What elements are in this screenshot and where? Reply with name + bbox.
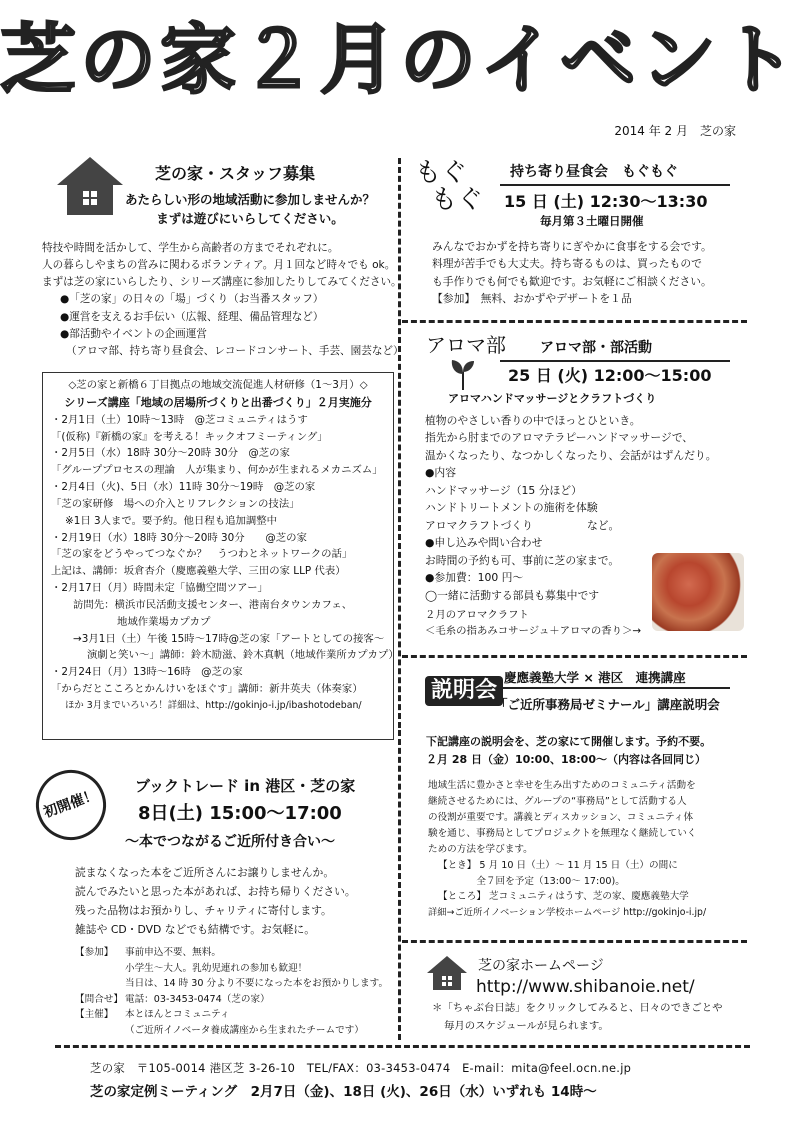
book-info-row: 小学生〜大人。乳幼児連れの参加も歓迎！: [125, 962, 308, 974]
book-heading: ブックトレード in 港区・芝の家: [135, 777, 356, 795]
mogu-body-line: みんなでおかずを持ち寄りにぎやかに食事をする会です。: [432, 240, 712, 253]
setsumei-body-line: 地域生活に豊かさと幸せを生み出すためのコミュニティ活動を: [428, 780, 696, 791]
staff-lead-1: あたらしい形の地域活動に参加しませんか？: [124, 192, 375, 207]
staff-body-line: 人の暮らしやまちの営みに関わるボランティア。月１回など時々でも ok。: [42, 259, 396, 272]
mogu-body-line: も手作りでも何でも歓迎です。お気軽にご相談ください。: [432, 274, 712, 288]
staff-body-line: まずは芝の家にいらしたり、シリーズ講座に参加したりしてみてください。: [42, 276, 402, 289]
book-info-row: 当日は、14 時 30 分より不要になった本をお預かりします。: [125, 978, 389, 990]
staff-item: ●運営を支えるお手伝い（広報、経理、備品管理など）: [60, 310, 324, 323]
series-line: →3月1日（土）午後 15時〜17時@芝の家「アートとしての接客〜: [73, 632, 385, 645]
aroma-craft-desc: ＜毛糸の指あみコサージュ＋アロマの香り＞→: [425, 624, 642, 637]
homepage-url[interactable]: http://www.shibanoie.net/: [476, 977, 695, 997]
mogu-body: [432, 238, 712, 308]
aroma-body-line: 指先から肘までのアロマテラピーハンドマッサージで、: [425, 431, 694, 445]
setsumei-body-line: 験を通じ、事務局としてプロジェクトを無理なく継続していく: [428, 827, 697, 839]
book-body: [75, 864, 356, 940]
aroma-body-line: ●内容: [425, 466, 457, 480]
book-info-row: （ご近所イノベータ養成講座から生まれたチームです）: [125, 1024, 364, 1036]
series-line: ・2月5日（水）18時 30分〜20時 30分 @芝の家: [51, 447, 290, 460]
corsage-photo: [652, 553, 744, 631]
book-body-line: 読まなくなった本をご近所さんにお譲りしませんか。: [75, 866, 335, 879]
staff-body-line: 特技や時間を活かして、学生から高齢者の方までそれぞれに。: [42, 242, 339, 254]
aroma-body-line: ハンドトリートメントの施術を体験: [425, 501, 598, 515]
book-tagline: 〜本でつながるご近所付き合い〜: [125, 834, 335, 850]
center-divider-lower: [398, 730, 401, 1040]
aroma-body-line: 植物のやさしい香りの中でほっとひといき。: [425, 414, 641, 427]
staff-item: ●「芝の家」の日々の「場」づくり（お当番スタッフ）: [60, 293, 324, 306]
mogu-time: 15 日 (土) 12:30〜13:30: [504, 192, 708, 211]
aroma-body-line: アロマクラフトづくり など。: [425, 518, 620, 532]
series-line: 「グループプロセスの理論 人が集まり、何かが生まれるメカニズム」: [51, 464, 383, 477]
staff-lead-2: まずは遊びにいらしてください。: [156, 211, 344, 226]
mogu-heading: 持ち寄り昼食会 もぐもぐ: [500, 162, 730, 186]
series-line: 地域作業場カプカプ: [117, 615, 211, 628]
series-line: ・2月4日（火)、5日（水）11時 30分〜19時 @芝の家: [51, 481, 316, 494]
setsumei-heading-2: 「ご近所事務局ゼミナール」講座説明会: [495, 697, 720, 712]
aroma-body-line: お時間の予約も可、事前に芝の家まで。: [425, 553, 620, 567]
aroma-sub: アロマハンドマッサージとクラフトづくり: [448, 392, 657, 405]
series-line: 「芝の家をどうやってつなぐか？ うつわとネットワークの話」: [51, 548, 353, 561]
series-box: [42, 372, 399, 740]
book-info-row: 【問合せ】 電話：03-3453-0474（芝の家）: [75, 993, 270, 1005]
book-body-line: 読んでみたいと思った本があれば、お持ち帰りください。: [75, 884, 356, 898]
aroma-body-line: ハンドマッサージ（15 分ほど）: [425, 483, 582, 497]
setsumei-body-line: 継続させるためには、グループの“事務局”として活動する人: [428, 795, 687, 807]
homepage-note: [432, 1000, 723, 1035]
aroma-body-line: 温かくなったり、なつかしくなったり、会話がはずんだり。: [425, 448, 717, 462]
book-info-row: 【主催】 本とほんとコミュニティ: [75, 1009, 230, 1021]
mogu-sub: 毎月第３土曜日開催: [540, 214, 644, 228]
footer-address: 芝の家 〒105-0014 港区芝 3-26-10 TEL/FAX：03-3453-0474 E-mail：mita@feel.ocn.ne.jp: [90, 1061, 632, 1075]
divider-bottom: [55, 1045, 750, 1048]
series-line: ・2月1日（土）10時〜13時 @芝コミュニティはうす: [51, 413, 308, 426]
divider-right-1: [402, 320, 747, 323]
staff-heading: 芝の家・スタッフ募集: [155, 164, 316, 183]
book-info: [75, 945, 388, 1038]
setsumei-body-line: 全７回を予定（13:00〜 17:00)。: [438, 875, 625, 887]
mogu-body-line: 【参加】 無料、おかずやデザートを１品: [432, 292, 632, 306]
homepage-heading: 芝の家ホームページ: [478, 958, 604, 974]
series-line: 「からだとこころとかんけいをほぐす」講師：新井英夫（体奏家）: [51, 683, 363, 696]
series-subtitle: シリーズ講座「地域の居場所づくりと出番づくり」２月実施分: [64, 395, 372, 409]
date-line: 2014 年 2 月 芝の家: [614, 124, 736, 138]
divider-right-2: [402, 655, 747, 658]
setsumei-body: [428, 778, 706, 921]
setsumei-body-line: の役割が重要です。講義とディスカッション、コミュニティ体: [428, 811, 694, 823]
divider-right-3: [402, 940, 747, 943]
setsumei-body-line: ための方法を学びます。: [428, 843, 533, 855]
series-line: 訪問先：横浜市民活動支援センター、港南台タウンカフェ、: [73, 598, 353, 611]
series-line: 「芝の家研修 場への介入とリフレクションの技法」: [51, 497, 300, 510]
series-line: ほか 3月までいろいろ！詳細は、http://gokinjo-i.jp/ibashotodeban/: [65, 700, 362, 711]
briefing-badge: 説明会: [425, 676, 503, 706]
aroma-craft-title: ２月のアロマクラフト: [425, 609, 529, 621]
mogu-label: もぐ もぐ: [415, 158, 484, 216]
setsumei-body-line: 【ところ】 芝コミュニティはうす、芝の家、慶應義塾大学: [438, 891, 689, 903]
aroma-body-line: ◯一緒に活動する部員も募集中です: [425, 588, 600, 602]
series-line: 「(仮称)『新橋の家』を考える！キックオフミーティング」: [51, 430, 328, 443]
staff-item: （アロマ部、持ち寄り昼食会、レコードコンサート、手芸、園芸など）: [66, 344, 404, 357]
series-line: ※1日 3人まで。要予約。他日程も追加調整中: [65, 514, 278, 527]
book-info-row: 【参加】 事前申込不要、無料。: [75, 947, 221, 958]
homepage-note-line: ＊「ちゃぶ台日誌」をクリックしてみると、日々のできごとや: [432, 1002, 723, 1014]
page-title: 芝の家２月のイベント: [0, 15, 800, 104]
series-line: 上記は、講師：坂倉杏介（慶應義塾大学、三田の家 LLP 代表）: [51, 565, 346, 578]
footer-meeting: 芝の家定例ミーティング 2月7日（金)、18日 (火)、26日（水）いずれも 14時〜: [90, 1084, 597, 1100]
series-line: 演劇と笑い〜」講師：鈴木励滋、鈴木真帆（地域作業所カプカプ）: [87, 649, 399, 662]
homepage-note-line: 毎月のスケジュールが見られます。: [444, 1019, 609, 1032]
aroma-body-line: ●参加費：100 円〜: [425, 571, 524, 585]
aroma-craft: [425, 608, 641, 639]
house-icon: [426, 955, 468, 996]
aroma-body-line: ●申し込みや問い合わせ: [425, 536, 543, 550]
setsumei-lead-2: ２月 28 日（金）10:00、18:00〜（内容は各回同じ）: [426, 753, 706, 766]
series-line: ・2月19日（水）18時 30分〜20時 30分 @芝の家: [51, 531, 307, 544]
mogu-body-line: 料理が苦手でも大丈夫。持ち寄るものは、買ったもので: [432, 257, 702, 271]
setsumei-body-line: 【とき】 5 月 10 日（土）〜 11 月 15 日（土）の間に: [438, 859, 678, 871]
first-time-stamp: 初開催！: [26, 760, 116, 850]
aroma-heading: アロマ部・部活動: [500, 338, 730, 362]
series-line: ・2月17日（月）時間未定「協働空間ツアー」: [51, 582, 268, 595]
aroma-label: アロマ部: [426, 333, 506, 357]
series-line: ・2月24日（月）13時〜16時 @芝の家: [51, 666, 243, 679]
setsumei-body-line: 詳細→ご近所イノベーション学校ホームページ http://gokinjo-i.jp/: [428, 907, 707, 919]
setsumei-lead-1: 下記講座の説明会を、芝の家にて開催します。予約不要。: [426, 735, 712, 748]
aroma-time: 25 日 (火) 12:00〜15:00: [508, 366, 712, 385]
setsumei-heading-1: 慶應義塾大学 × 港区 連携講座: [500, 668, 730, 689]
staff-item: ●部活動やイベントの企画運営: [60, 327, 207, 340]
book-body-line: 雑誌や CD・DVD などでも結構です。お気軽に。: [75, 922, 316, 936]
book-time: 8日(土) 15:00〜17:00: [138, 803, 342, 824]
series-title: ◇芝の家と新橋６丁目拠点の地域交流促進人材研修（1〜3月）◇: [68, 379, 368, 391]
staff-body: [42, 240, 404, 360]
book-body-line: 残った品物はお預かりし、チャリティに寄付します。: [75, 903, 332, 917]
